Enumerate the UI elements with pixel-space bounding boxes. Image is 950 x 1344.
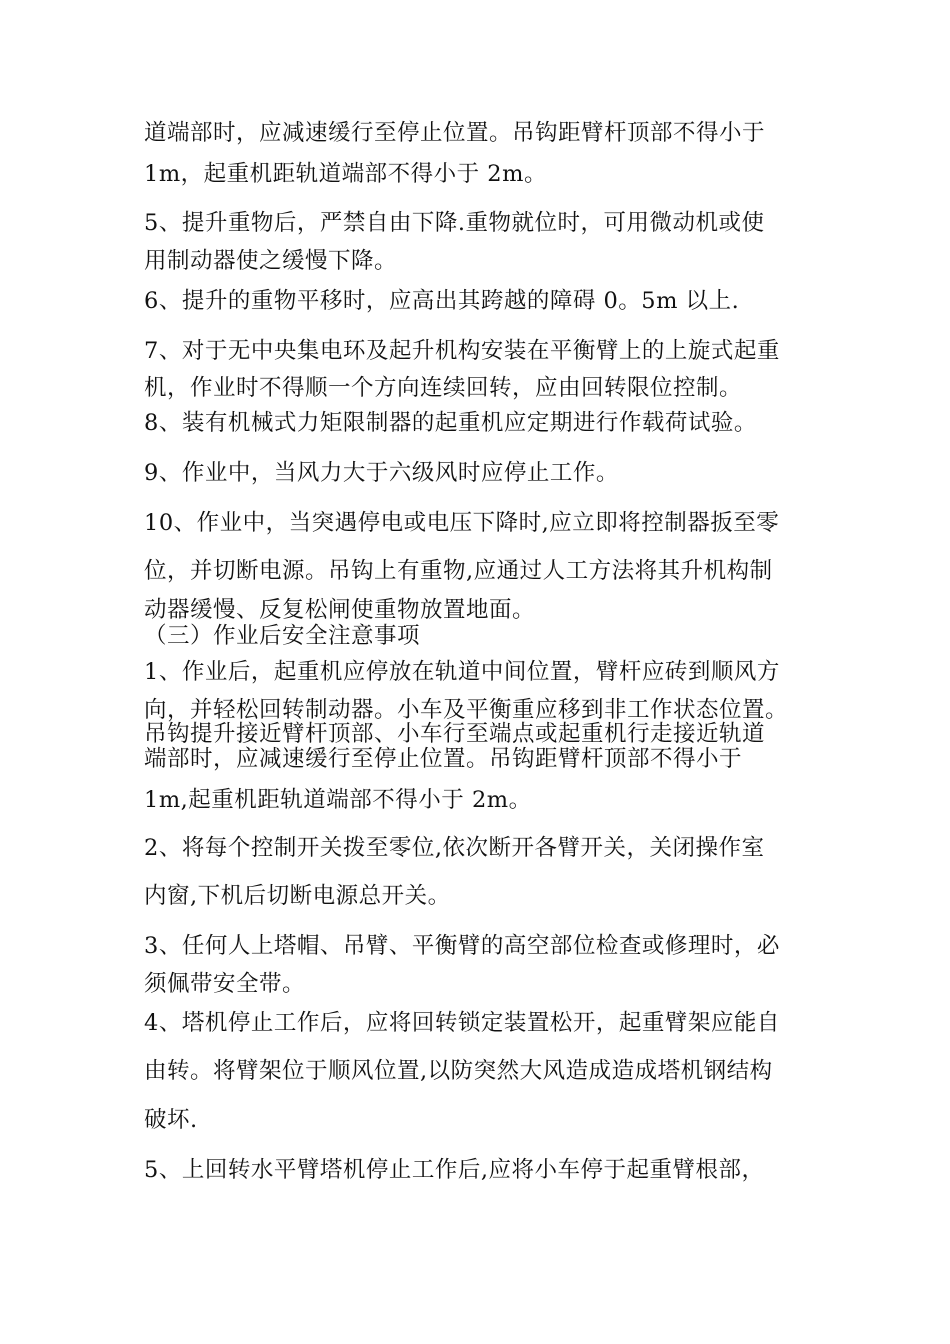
text-line: 3、任何人上塔帽、吊臂、平衡臂的高空部位检查或修理时，必	[144, 933, 780, 959]
text-line: 道端部时，应减速缓行至停止位置。吊钩距臂杆顶部不得小于	[144, 120, 766, 146]
text-line: 1m,起重机距轨道端部不得小于 2m。	[144, 787, 532, 813]
text-line: 须佩带安全带。	[144, 971, 306, 997]
text-line: 内窗,下机后切断电源总开关。	[144, 883, 451, 909]
text-line: 5、上回转水平臂塔机停止工作后,应将小车停于起重臂根部，	[144, 1157, 765, 1183]
text-line: 破坏.	[144, 1107, 198, 1133]
text-line: 5、提升重物后，严禁自由下降.重物就位时，可用微动机或使	[144, 210, 765, 236]
text-line: 位，并切断电源。吊钩上有重物,应通过人工方法将其升机构制	[144, 558, 773, 584]
text-line: 4、塔机停止工作后，应将回转锁定装置松开，起重臂架应能自	[144, 1010, 780, 1036]
text-line: 10、作业中，当突遇停电或电压下降时,应立即将控制器扳至零	[144, 510, 780, 536]
section-heading: （三）作业后安全注意事项	[144, 623, 421, 649]
text-line: 动器缓慢、反复松闸使重物放置地面。	[144, 597, 536, 623]
text-line: 1、作业后，起重机应停放在轨道中间位置，臂杆应砖到顺风方	[144, 659, 780, 685]
text-line: 端部时，应减速缓行至停止位置。吊钩距臂杆顶部不得小于	[144, 746, 743, 772]
text-line: 由转。将臂架位于顺风位置,以防突然大风造成造成塔机钢结构	[144, 1058, 773, 1084]
text-line: 6、提升的重物平移时，应高出其跨越的障碍 0。5m 以上.	[144, 288, 740, 314]
text-line: 7、对于无中央集电环及起升机构安装在平衡臂上的上旋式起重	[144, 338, 780, 364]
text-line: 2、将每个控制开关拨至零位,依次断开各臂开关，关闭操作室	[144, 835, 765, 861]
text-line: 机，作业时不得顺一个方向连续回转，应由回转限位控制。	[144, 375, 743, 401]
text-line: 向，并轻松回转制动器。小车及平衡重应移到非工作状态位置。	[144, 697, 789, 723]
text-line: 用制动器使之缓慢下降。	[144, 248, 398, 274]
text-line: 8、装有机械式力矩限制器的起重机应定期进行作载荷试验。	[144, 410, 757, 436]
text-line: 9、作业中，当风力大于六级风时应停止工作。	[144, 460, 619, 486]
text-line: 吊钩提升接近臂杆顶部、小车行至端点或起重机行走接近轨道	[144, 721, 766, 747]
text-line: 1m，起重机距轨道端部不得小于 2m。	[144, 161, 547, 187]
